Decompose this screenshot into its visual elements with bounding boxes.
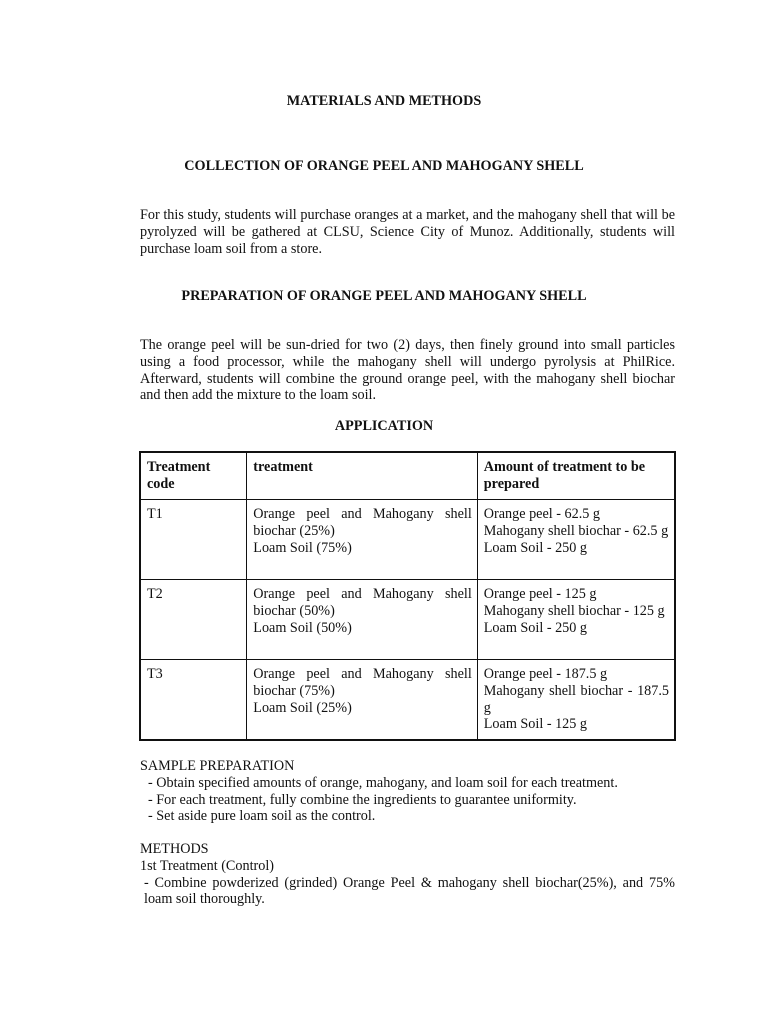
amount-line: Mahogany shell biochar - 62.5 g: [483, 522, 669, 539]
preparation-paragraph: The orange peel will be sun-dried for two (2) days, then finely ground into small particles using a food processor, while the mahogany shell will undergo pyrolysis at PhilRice. Afterward, students will combine the ground orange peel, with the mahogany shell biochar and then add the mixture to the loam soil.: [140, 337, 675, 404]
application-table: [139, 451, 676, 741]
sample-preparation-item: - Set aside pure loam soil as the control.: [148, 808, 376, 825]
amount-cell: [477, 660, 675, 741]
treatment-line: Orange peel and Mahogany shell biochar (75%): [253, 666, 472, 699]
amount-line: Mahogany shell biochar - 187.5 g: [483, 682, 669, 716]
treatment-line: Loam Soil (50%): [253, 619, 352, 636]
treatment-line: Orange peel and Mahogany shell biochar (50%): [253, 586, 472, 619]
amount-cell: [477, 500, 675, 580]
sample-preparation-item: - Obtain specified amounts of orange, mahogany, and loam soil for each treatment.: [148, 774, 618, 791]
treatment-code-cell: T2: [140, 580, 247, 660]
treatment-cell: [247, 660, 477, 741]
column-header-treatment-code: Treatment code: [140, 452, 247, 500]
methods-subheading: 1st Treatment (Control): [140, 857, 274, 874]
sample-preparation-heading: SAMPLE PREPARATION: [140, 758, 295, 774]
sample-preparation-item: - For each treatment, fully combine the ingredients to guarantee uniformity.: [148, 791, 577, 808]
treatment-line: Loam Soil (75%): [253, 539, 352, 556]
amount-line: Loam Soil - 125 g: [483, 716, 588, 733]
collection-paragraph: For this study, students will purchase oranges at a market, and the mahogany shell that will be pyrolyzed will be gathered at CLSU, Science City of Munoz. Additionally, students will purchase loam soil from a store.: [140, 207, 675, 257]
table-row: [140, 500, 675, 580]
amount-line: Mahogany shell biochar - 125 g: [483, 602, 665, 619]
amount-line: Orange peel - 62.5 g: [483, 506, 600, 522]
application-heading: APPLICATION: [334, 418, 434, 434]
preparation-heading: PREPARATION OF ORANGE PEEL AND MAHOGANY SHELL: [181, 288, 587, 304]
column-header-treatment: treatment: [247, 452, 477, 500]
amount-cell: [477, 580, 675, 660]
table-header-row: [140, 452, 675, 500]
page-title: MATERIALS AND METHODS: [286, 93, 482, 109]
amount-line: Loam Soil - 250 g: [483, 539, 588, 556]
amount-line: Loam Soil - 250 g: [483, 619, 588, 636]
treatment-line: Orange peel and Mahogany shell biochar (25%): [253, 506, 472, 539]
amount-line: Orange peel - 187.5 g: [483, 666, 608, 682]
methods-heading: METHODS: [140, 841, 209, 857]
treatment-line: Loam Soil (25%): [253, 699, 352, 716]
collection-heading: COLLECTION OF ORANGE PEEL AND MAHOGANY SHELL: [184, 158, 584, 174]
methods-section: [140, 841, 680, 908]
table-row: [140, 660, 675, 741]
treatment-cell: [247, 500, 477, 580]
table-row: [140, 580, 675, 660]
treatment-cell: [247, 580, 477, 660]
methods-paragraph: - Combine powderized (grinded) Orange Peel & mahogany shell biochar(25%), and 75% loam soil thoroughly.: [144, 874, 675, 908]
treatment-code-cell: T3: [140, 660, 247, 741]
treatment-code-cell: T1: [140, 500, 247, 580]
sample-preparation-section: [140, 758, 680, 825]
column-header-amount: Amount of treatment to be prepared: [477, 452, 675, 500]
amount-line: Orange peel - 125 g: [483, 586, 597, 602]
